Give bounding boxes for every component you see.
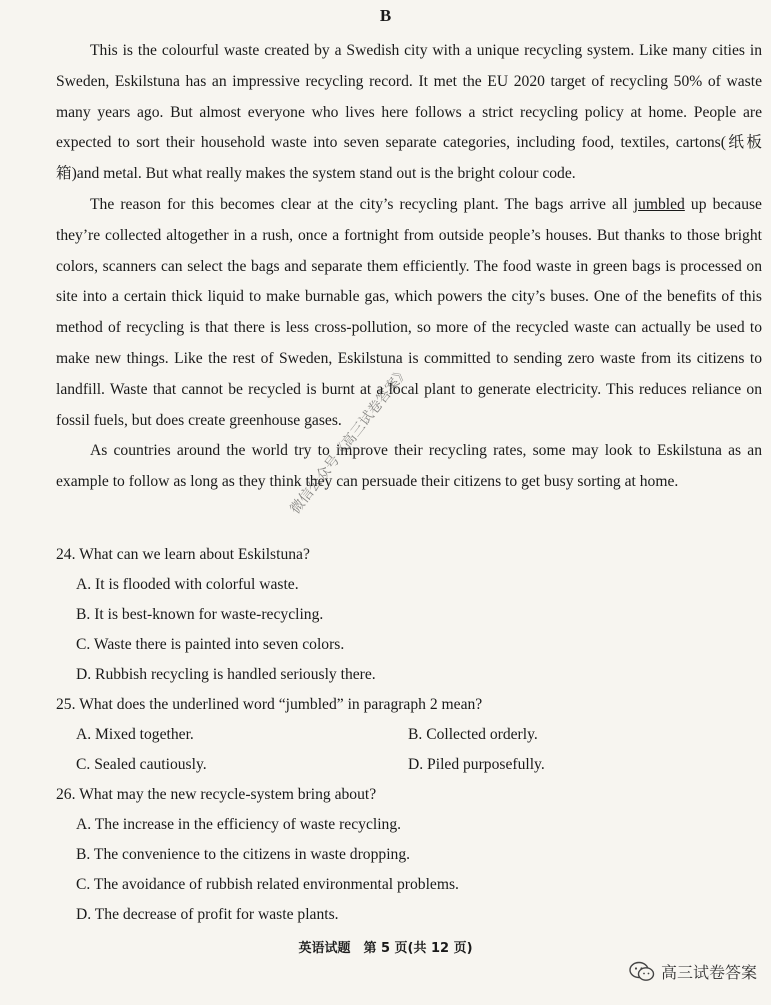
paragraph-2-part-a: The reason for this becomes clear at the city’s recycling plant. The bags arrive all [90, 195, 634, 213]
option-c: C. Waste there is painted into seven colors. [76, 636, 345, 653]
question-25 [56, 690, 762, 780]
option-a: A. The increase in the efficiency of waste recycling. [76, 816, 402, 833]
reading-passage [56, 36, 762, 498]
option-d: D. Piled purposefully. [408, 756, 545, 773]
question-24 [56, 540, 762, 690]
paragraph-2 [56, 190, 762, 436]
option-a: A. It is flooded with colorful waste. [76, 576, 299, 593]
option-c: C. Sealed cautiously. [76, 756, 207, 773]
question-stem: 26. What may the new recycle-system bring about? [56, 786, 377, 803]
option-b: B. The convenience to the citizens in waste dropping. [76, 846, 411, 863]
question-stem: 24. What can we learn about Eskilstuna? [56, 546, 310, 563]
option-b: B. Collected orderly. [408, 726, 538, 743]
section-title: B [379, 6, 392, 25]
paragraph-1: This is the colourful waste created by a Swedish city with a unique recycling system. Like many cities in Sweden, Eskilstuna has an impressive recycling record. It met the EU 2020 target of recycling 50% of waste many years ago. But almost everyone who lives here follows a strict recycling policy at home. People are expected to sort their household waste into seven separate categories, including food, textiles, cartons(纸板箱)and metal. But what really makes the system stand out is the bright colour code. [56, 42, 762, 183]
paragraph-3: As countries around the world try to improve their recycling rates, some may look to Eskilstuna as an example to follow as long as they think they can persuade their citizens to get busy sorting at home. [56, 442, 762, 491]
paragraph-2-part-b: up because they’re collected altogether in a rush, once a fortnight from outside people’s houses. But thanks to those bright colors, scanners can select the bags and separate them efficiently. The food waste in green bags is processed on site into a certain thick liquid to make burnable gas, which powers the city’s buses. One of the benefits of this method of recycling is that there is less cross-pollution, so more of the recycled waste can actually be used to make new things. Like the rest of Sweden, Eskilstuna is committed to sending zero waste from its citizens to landfill. Waste that cannot be recycled is burnt at a local plant to generate electricity. This reduces reliance on fossil fuels, but does create greenhouse gases. [56, 195, 762, 429]
option-b: B. It is best-known for waste-recycling. [76, 606, 324, 623]
page-footer: 英语试题 第 5 页(共 12 页) [298, 941, 473, 956]
brand-name: 高三试卷答案 [660, 963, 757, 982]
questions [56, 540, 762, 930]
watermark-stamp: 微信公众号《高三试卷答案》 [287, 363, 413, 518]
question-26 [56, 780, 762, 930]
option-a: A. Mixed together. [76, 726, 194, 743]
option-d: D. The decrease of profit for waste plants. [76, 906, 339, 923]
question-stem: 25. What does the underlined word “jumbled” in paragraph 2 mean? [56, 696, 483, 713]
wechat-icon [629, 961, 655, 983]
brand-watermark [629, 960, 757, 983]
option-c: C. The avoidance of rubbish related environmental problems. [76, 876, 459, 893]
underlined-word: jumbled [633, 195, 685, 213]
option-d: D. Rubbish recycling is handled seriously there. [76, 666, 376, 683]
